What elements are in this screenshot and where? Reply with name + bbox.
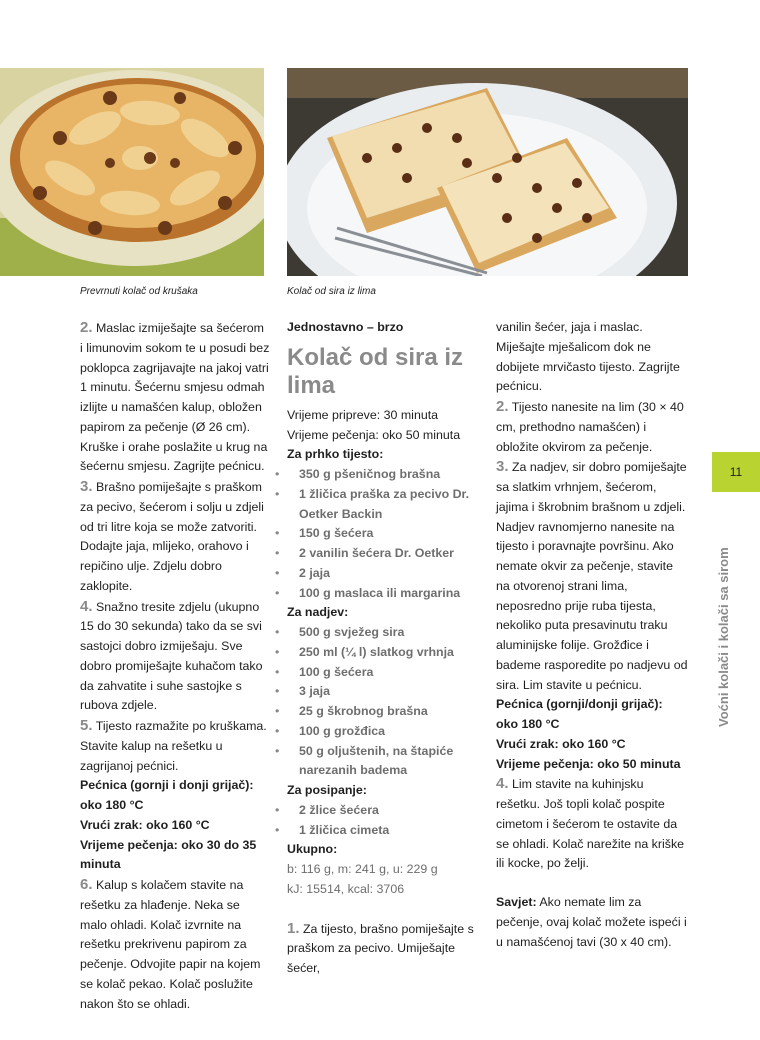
bake-time: Vrijeme pečenja: oko 50 minuta: [496, 756, 681, 771]
list-item: • 100 g maslaca ili margarina: [275, 585, 461, 600]
filling-heading: Za nadjev:: [287, 605, 349, 620]
topping-list: [275, 801, 477, 841]
step-1-continued: vanilin šećer, jaja i maslac. Miješajte mješalicom dok ne dobijete mrvičasto tijesto. Zagrijte pećnicu.: [496, 320, 680, 394]
oven-setting: Pećnica (gornji i donji grijač):: [80, 778, 254, 793]
photo-cheesecake: [287, 68, 688, 276]
column-3: [496, 318, 688, 952]
caption-pear-cake: Prevrnuti kolač od krušaka: [80, 286, 198, 297]
list-item: • 3 jaja: [275, 684, 331, 699]
list-item: • 25 g škrobnog brašna: [275, 704, 428, 718]
photo-pear-cake: [0, 68, 264, 276]
oven-temp: oko 180 °C: [80, 798, 144, 812]
list-item: • 2 žlice šećera: [275, 802, 379, 817]
list-item: • 1 žličica cimeta: [275, 822, 390, 837]
recipe-title: Kolač od sira iz lima: [287, 343, 464, 399]
column-2: [275, 318, 477, 979]
list-item: • 100 g šećera: [275, 664, 374, 679]
page-number-tab: 11: [712, 452, 760, 492]
hot-air-temp: Vrući zrak: oko 160 °C: [80, 817, 210, 832]
step-1: 1. Za tijesto, brašno pomiješajte s praškom za pecivo. Umiješajte šećer,: [287, 919, 474, 975]
list-item: • 350 g pšeničnog brašna: [275, 467, 441, 481]
bake-time: Vrijeme pečenja: oko 50 minuta: [287, 427, 461, 442]
step-3: 3. Za nadjev, sir dobro pomiješajte sa slatkim vrhnjem, šećerom, jajima i škrobnim brašnom u zdjeli. Nadjev ravnomjerno nanesite na tijesto i poravnajte površinu. Ako nemate okvir za pečenje, stavite na otvorenoj strani lima, neposredno prije ruba tijesta, nekoliko puta presavinutu traku aluminijske folije. Grožđice i bademe rasporedite po nadjevu od sira. Lim stavite u pećnicu.: [496, 458, 688, 692]
step-2: 2. Maslac izmiješajte sa šećerom i limunovim sokom te u posudi bez poklopca zagrijavajte na jakoj vatri 1 minutu. Šećernu smjesu odmah izlijte u namašćen kalup, obložen papirom za pečenje (Ø 26 cm). Kruške i orahe poslažite u krug na šećernu smjesu. Zagrijte pećnicu.: [80, 319, 270, 474]
tip: Savjet: Ako nemate lim za pečenje, ovaj kolač možete ispeći i u namašćenoj tavi (30 x 40 cm).: [496, 895, 687, 949]
list-item: • 2 jaja: [275, 565, 331, 580]
oven-setting: Pećnica (gornji/donji grijač):: [496, 697, 663, 712]
step-4: 4. Lim stavite na kuhinjsku rešetku. Još topli kolač pospite cimetom i šećerom te ostavite da se ohladi. Kolač narežite na kriške ili kocke, po želji.: [496, 775, 685, 871]
list-item: • 150 g šećera: [275, 526, 374, 541]
dough-list: [275, 465, 477, 603]
column-1: [80, 318, 270, 1014]
list-item: • 500 g svježeg sira: [275, 625, 405, 639]
recipe-subtitle: Jednostavno – brzo: [287, 320, 404, 334]
step-4: 4. Snažno tresite zdjelu (ukupno 15 do 30 sekunda) tako da se svi sastojci dobro izmiješaju. Sve dobro promiješajte kuhačom tako da zahvatite i suhe sastojke s rubova zdjele.: [80, 597, 263, 713]
step-6: 6. Kalup s kolačem stavite na rešetku za hlađenje. Neka se malo ohladi. Kolač izvrnite na rešetku prekrivenu papirom za pečenje. Odvojite papir na kojem se kolač pekao. Kolač poslužite nakon što se ohladi.: [80, 876, 261, 1011]
hot-air-temp: Vrući zrak: oko 160 °C: [496, 736, 626, 751]
total-heading: Ukupno:: [287, 842, 338, 857]
bake-time: Vrijeme pečenja: oko 30 do 35 minuta: [80, 837, 257, 872]
caption-cheesecake: Kolač od sira iz lima: [287, 286, 376, 297]
list-item: • 1 žličica praška za pecivo Dr. Oetker Backin: [275, 486, 470, 521]
step-2: 2. Tijesto nanesite na lim (30 × 40 cm, prethodno namašćen) i obložite okvirom za pečenje.: [496, 398, 684, 454]
list-item: • 100 g grožđica: [275, 723, 386, 738]
list-item: • 2 vanilin šećera Dr. Oetker: [275, 546, 454, 560]
oven-temp: oko 180 °C: [496, 717, 560, 731]
step-3: 3. Brašno pomiješajte s praškom za pecivo, šećerom i solju u zdjeli od tri litre koja se može zatvoriti. Dodajte jaja, mlijeko, orahovo i repičino ulje. Zdjelu dobro zaklopite.: [80, 478, 264, 593]
filling-list: [275, 623, 477, 781]
nutrition-line-1: b: 116 g, m: 241 g, u: 229 g: [287, 862, 438, 876]
step-5: 5. Tijesto razmažite po kruškama. Stavite kalup na rešetku u zagrijanoj pećnici.: [80, 717, 267, 773]
dough-heading: Za prhko tijesto:: [287, 447, 384, 462]
list-item: • 250 ml (¼ l) slatkog vrhnja: [275, 644, 454, 659]
topping-heading: Za posipanje:: [287, 783, 367, 797]
chapter-side-title: Voćni kolači i kolači sa sirom: [716, 547, 731, 727]
nutrition-line-2: kJ: 15514, kcal: 3706: [287, 881, 405, 896]
prep-time: Vrijeme pripreve: 30 minuta: [287, 407, 439, 422]
list-item: • 50 g oljuštenih, na štapiće narezanih badema: [275, 743, 454, 778]
